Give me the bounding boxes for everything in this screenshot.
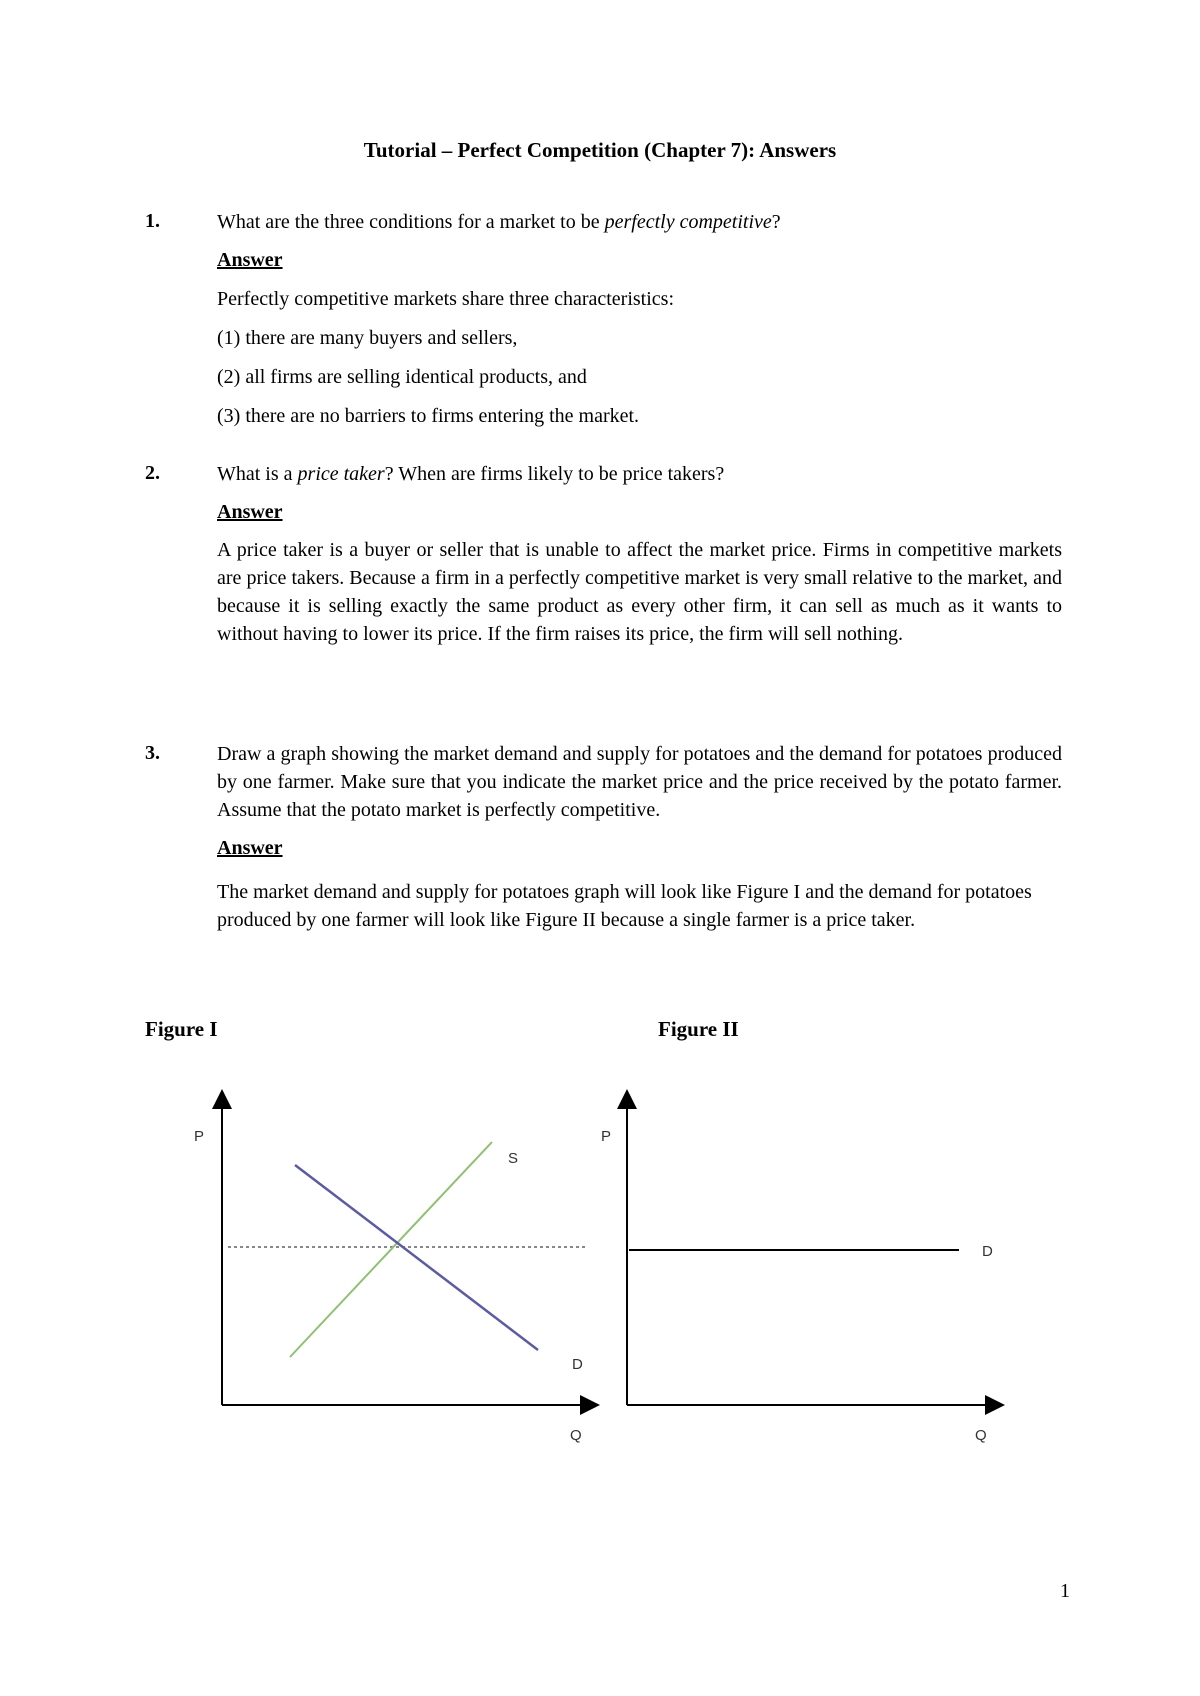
q2-answer: A price taker is a buyer or seller that is unable to affect the market price. Firms in competitive markets are price takers. Because a firm in a perfectly competitive market is very small relative to the market, and because it is selling exactly the same product as every other firm, it can sell as much as it wants to without having to lower its price. If the firm raises its price, the firm will sell nothing. — [217, 539, 1062, 645]
q3-answer: The market demand and supply for potatoes graph will look like Figure I and the demand for potatoes produced by one farmer will look like Figure II because a single farmer is a price taker. — [217, 881, 1032, 931]
question-1 — [217, 208, 1062, 430]
question-2-text: What is a price taker? When are firms likely to be price takers? — [217, 463, 725, 485]
question-3-number: 3. — [145, 742, 160, 764]
supply-curve — [290, 1142, 492, 1357]
figure-1-title: Figure I — [145, 1017, 218, 1041]
question-1-text: What are the three conditions for a market to be perfectly competitive? — [217, 211, 781, 233]
answer-label: Answer — [217, 501, 283, 523]
q1-item: (2) all firms are selling identical products, and — [217, 366, 587, 388]
y-axis-label: P — [601, 1128, 612, 1145]
question-2-number: 2. — [145, 462, 160, 484]
question-2 — [217, 460, 1062, 648]
q1-intro: Perfectly competitive markets share three characteristics: — [217, 288, 675, 310]
answer-label: Answer — [217, 837, 283, 859]
page-title: Tutorial – Perfect Competition (Chapter 7): Answers — [363, 138, 837, 162]
supply-label: S — [508, 1150, 519, 1167]
question-1-number: 1. — [145, 210, 160, 232]
figure-2-title: Figure II — [658, 1017, 739, 1041]
answer-label: Answer — [217, 249, 283, 271]
page-number: 1 — [1060, 1580, 1070, 1602]
demand-label: D — [572, 1356, 583, 1373]
demand-label: D — [982, 1243, 993, 1260]
x-axis-label: Q — [570, 1427, 582, 1444]
x-axis-label: Q — [975, 1427, 987, 1444]
y-axis-label: P — [194, 1128, 205, 1145]
question-3-text: Draw a graph showing the market demand and supply for potatoes and the demand for potatoes produced by one farmer. Make sure that you indicate the market price and the price received by the potato farmer. Assume that the potato market is perfectly competitive. — [217, 743, 1062, 821]
figure-2-chart — [585, 1085, 1015, 1450]
q1-item: (1) there are many buyers and sellers, — [217, 327, 518, 349]
question-3 — [217, 740, 1062, 934]
figure-1-chart — [180, 1085, 610, 1450]
demand-curve — [295, 1165, 538, 1350]
q1-item: (3) there are no barriers to firms entering the market. — [217, 405, 640, 427]
